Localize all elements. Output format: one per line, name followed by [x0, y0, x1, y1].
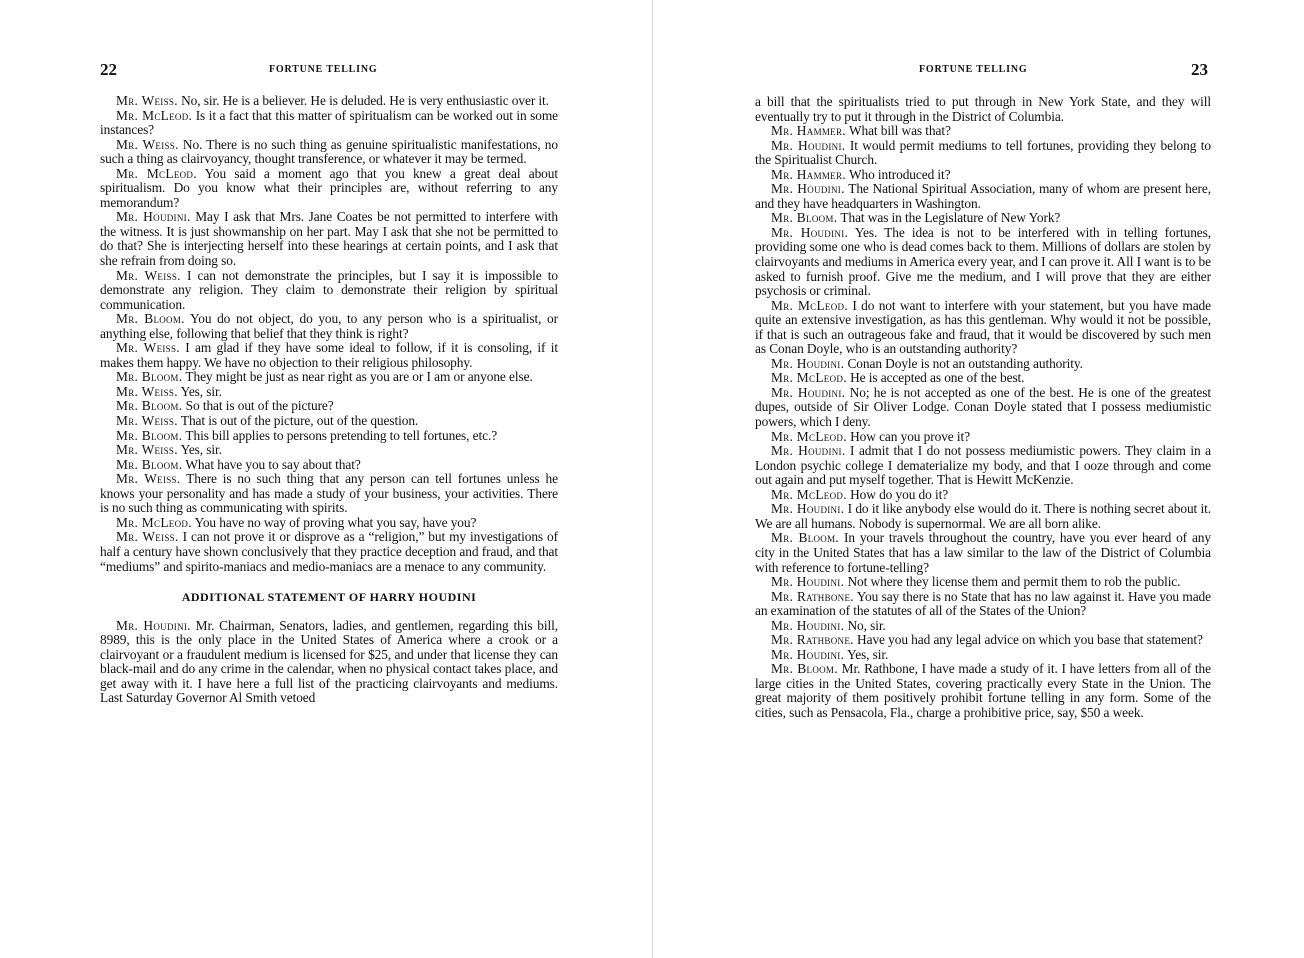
dialogue-paragraph: [100, 210, 558, 268]
speaker: Mr. Weiss.: [116, 529, 179, 545]
dialogue-paragraph: [100, 458, 558, 473]
speaker: Mr. McLeod.: [116, 514, 192, 530]
dialogue-paragraph: [100, 516, 558, 531]
paragraph-text: How do you do it?: [846, 486, 949, 502]
dialogue-paragraph: [755, 430, 1211, 445]
speaker: Mr. Houdini.: [771, 181, 845, 197]
paragraph-text: That was in the Legislature of New York?: [837, 210, 1061, 226]
paragraph-text: Yes, sir.: [844, 646, 889, 662]
dialogue-paragraph: [100, 429, 558, 444]
speaker: Mr. McLeod.: [771, 428, 847, 444]
continuation-paragraph: a bill that the spiritualists tried to put through in New York State, and they will eventually try to put it through in the District of Columbia.: [755, 94, 1211, 124]
speaker: Mr. Bloom.: [771, 661, 838, 677]
dialogue-paragraph: [755, 124, 1211, 139]
dialogue-paragraph: [755, 371, 1211, 386]
dialogue-paragraph: [100, 385, 558, 400]
right-dialogue: [755, 124, 1211, 720]
paragraph-text: What bill was that?: [845, 123, 951, 139]
dialogue-paragraph: [755, 575, 1211, 590]
speaker: Mr. Houdini.: [771, 224, 849, 240]
dialogue-paragraph: [100, 269, 558, 313]
dialogue-paragraph: [755, 386, 1211, 430]
speaker: Mr. Bloom.: [771, 530, 840, 546]
dialogue-paragraph: [755, 226, 1211, 299]
paragraph-text: No, sir.: [844, 617, 886, 633]
speaker: Mr. McLeod.: [771, 370, 847, 386]
dialogue-paragraph: [755, 531, 1211, 575]
speaker: Mr. Hammer.: [771, 123, 846, 139]
dialogue-paragraph: [755, 139, 1211, 168]
running-head: FORTUNE TELLING: [269, 64, 378, 75]
paragraph-text: Yes. The idea is not to be interfered with in telling fortunes, providing some one who is dead comes back to them. Millions of dollars are stolen by clairvoyants and mediums in America every year, and I can prove it. All I want is to be asked to furnish proof. Give me the medium, and I will prove that they are either psychosis or criminal.: [755, 224, 1211, 299]
dialogue-paragraph: [755, 590, 1211, 619]
paragraph-text: I admit that I do not possess mediumistic powers. They claim in a London psychic college I dematerialize my body, and that I ooze through and come out again and put myself together. That is Hewitt McKenzie.: [755, 443, 1211, 488]
dialogue-paragraph: [755, 211, 1211, 226]
right-page: [653, 0, 1304, 958]
dialogue-paragraph: [755, 182, 1211, 211]
section-heading: ADDITIONAL STATEMENT OF HARRY HOUDINI: [181, 590, 477, 605]
paragraph-text: Yes, sir.: [177, 442, 222, 458]
dialogue-paragraph: [755, 357, 1211, 372]
speaker: Mr. Houdini.: [771, 384, 846, 400]
dialogue-paragraph: [755, 648, 1211, 663]
speaker: Mr. Houdini.: [771, 443, 846, 459]
paragraph-text: Mr. Rathbone, I have made a study of it. I have letters from all of the large cities in the United States, covering practically every State in the Union. The great majority of them positively prohibit fortune telling in any form. Some of the cities, such as Pensacola, Fla., charge a prohibitive price, say, $50 a week.: [755, 661, 1211, 720]
dialogue-paragraph: [755, 488, 1211, 503]
paragraph-text: May I ask that Mrs. Jane Coates be not permitted to interfere with the witness. It is just showmanship on her part. May I ask that she not be permitted to do that? She is interjecting herself into these hearings at certain points, and I ask that she refrain from doing so.: [100, 209, 558, 269]
paragraph-text: You said a moment ago that you knew a great deal about spiritualism. Do you know what their principles are, without referring to any memorandum?: [100, 165, 558, 210]
speaker: Mr. Houdini.: [771, 574, 845, 590]
paragraph-text: How can you prove it?: [846, 428, 970, 444]
speaker: Mr. Houdini.: [771, 646, 845, 662]
speaker: Mr. Bloom.: [771, 210, 838, 226]
speaker: Mr. Hammer.: [771, 166, 846, 182]
speaker: Mr. Rathbone.: [771, 632, 854, 648]
dialogue-paragraph: [100, 443, 558, 458]
dialogue-paragraph: [100, 399, 558, 414]
speaker: Mr. McLeod.: [771, 297, 848, 313]
paragraph-text: You say there is no State that has no law against it. Have you made an examination of the statutes of all of the States of the Union?: [755, 588, 1211, 619]
speaker: Mr. Houdini.: [771, 137, 846, 153]
page-number: 23: [1191, 60, 1208, 79]
paragraph-text: No, sir. He is a believer. He is deluded. He is very enthusiastic over it.: [177, 93, 549, 108]
speaker: Mr. Weiss.: [116, 442, 178, 458]
section-paragraph: [100, 619, 558, 706]
running-head: FORTUNE TELLING: [919, 64, 1028, 75]
paragraph-text: Is it a fact that this matter of spiritualism can be worked out in some instances?: [100, 107, 558, 138]
dialogue-paragraph: [755, 444, 1211, 488]
speaker: Mr. Bloom.: [116, 311, 185, 327]
speaker: Mr. Houdini.: [771, 501, 845, 517]
paragraph-text: I can not prove it or disprove as a “religion,” but my investigations of half a century have shown conclusively that they practice deception and fraud, and that “mediums” and spirito-maniacs and medio-maniacs are a menace to any community.: [100, 529, 558, 574]
speaker: Mr. Rathbone.: [771, 588, 854, 604]
paragraph-text: Not where they license them and permit them to rob the public.: [844, 574, 1181, 590]
dialogue-paragraph: [100, 167, 558, 211]
dialogue-paragraph: [755, 502, 1211, 531]
paragraph-text: No. There is no such thing as genuine spiritualistic manifestations, no such a thing as clairvoyancy, thought transference, or whatever it may be termed.: [100, 136, 558, 167]
paragraph-text: So that is out of the picture?: [182, 398, 334, 414]
paragraph-text: They might be just as near right as you are or I am or anyone else.: [182, 369, 533, 385]
left-page-body: [100, 94, 558, 706]
dialogue-paragraph: [755, 619, 1211, 634]
page-number: 22: [100, 60, 117, 79]
paragraph-text: He is accepted as one of the best.: [846, 370, 1025, 386]
paragraph-text: There is no such thing that any person can tell fortunes unless he knows your personality and has made a study of your business, your activities. There is no such thing as communicating with spirits.: [100, 471, 558, 516]
paragraph-text: No; he is not accepted as one of the best. He is one of the greatest dupes, outside of Sir Oliver Lodge. Conan Doyle stated that I possess mediumistic powers, which I deny.: [755, 384, 1211, 430]
speaker: Mr. Weiss.: [116, 267, 181, 283]
right-page-body: [755, 95, 1211, 721]
dialogue-paragraph: [100, 341, 558, 370]
dialogue-paragraph: [755, 168, 1211, 183]
paragraph-text: In your travels throughout the country, have you ever heard of any city in the United States that has a law similar to the law of the District of Columbia with reference to fortune-telling?: [755, 530, 1211, 575]
speaker: Mr. McLeod.: [116, 165, 197, 181]
left-dialogue: [100, 94, 558, 574]
paragraph-text: The National Spiritual Association, many of whom are present here, and they have headquarters in Washington.: [755, 181, 1212, 211]
paragraph-text: You do not object, do you, to any person who is a spiritualist, or anything else, following that belief that they think is right?: [100, 311, 558, 341]
paragraph-text: That is out of the picture, out of the question.: [177, 413, 419, 429]
paragraph-text: It would permit mediums to tell fortunes, providing they belong to the Spiritualist Church.: [755, 137, 1211, 168]
dialogue-paragraph: [755, 299, 1211, 357]
paragraph-text: Mr. Chairman, Senators, ladies, and gentlemen, regarding this bill, 8989, this is the only place in the United States of America where a crook or a clairvoyant or a fraudulent medium is licensed for $25, and under that license they can black-mail and do any crime in the calendar, when no physical contact takes place, and get away with it. I have here a full list of the practicing clairvoyants and mediums. Last Saturday Governor Al Smith vetoed: [100, 617, 558, 706]
speaker: Mr. McLeod.: [116, 107, 193, 123]
speaker: Mr. Bloom.: [116, 398, 183, 414]
dialogue-paragraph: [100, 472, 558, 516]
speaker: Mr. Houdini.: [116, 617, 191, 633]
speaker: Mr. Weiss.: [116, 413, 178, 429]
dialogue-paragraph: [755, 633, 1211, 648]
speaker: Mr. Weiss.: [116, 93, 178, 108]
speaker: Mr. Weiss.: [116, 471, 181, 487]
paragraph-text: Yes, sir.: [177, 383, 222, 399]
dialogue-paragraph: [755, 662, 1211, 720]
dialogue-paragraph: [100, 94, 558, 109]
paragraph-text: Have you had any legal advice on which you base that statement?: [853, 632, 1203, 648]
paragraph-text: I do not want to interfere with your statement, but you have made quite an extensive investigation, as has this gentleman. Why would it not be possible, if that is such an outrageous fake and fraud, that it would be discovered by such men as Conan Doyle, who is an outstanding authority?: [755, 297, 1211, 357]
dialogue-paragraph: [100, 414, 558, 429]
speaker: Mr. Houdini.: [116, 209, 191, 225]
dialogue-paragraph: [100, 109, 558, 138]
paragraph-text: You have no way of proving what you say, have you?: [191, 514, 477, 530]
paragraph-text: I am glad if they have some ideal to follow, if it is consoling, if it makes them happy. We have no objection to their religious philosophy.: [100, 340, 558, 370]
speaker: Mr. Bloom.: [116, 369, 183, 385]
dialogue-paragraph: [100, 530, 558, 574]
speaker: Mr. Weiss.: [116, 383, 178, 399]
speaker: Mr. Weiss.: [116, 136, 179, 152]
speaker: Mr. Weiss.: [116, 340, 180, 356]
dialogue-paragraph: [100, 370, 558, 385]
dialogue-paragraph: [100, 138, 558, 167]
paragraph-text: Who introduced it?: [845, 166, 951, 182]
speaker: Mr. Bloom.: [116, 456, 183, 472]
dialogue-paragraph: [100, 312, 558, 341]
paragraph-text: Conan Doyle is not an outstanding authority.: [844, 355, 1083, 371]
speaker: Mr. McLeod.: [771, 486, 847, 502]
speaker: Mr. Bloom.: [116, 427, 183, 443]
paragraph-text: I can not demonstrate the principles, but I say it is impossible to demonstrate any religion. They claim to demonstrate their religion by spiritual communication.: [100, 267, 559, 312]
paragraph-text: I do it like anybody else would do it. There is nothing secret about it. We are all humans. Nobody is supernormal. We are all born alike.: [755, 501, 1211, 531]
paragraph-text: This bill applies to persons pretending to tell fortunes, etc.?: [182, 427, 498, 443]
speaker: Mr. Houdini.: [771, 617, 845, 633]
paragraph-text: What have you to say about that?: [182, 456, 361, 472]
speaker: Mr. Houdini.: [771, 355, 845, 371]
